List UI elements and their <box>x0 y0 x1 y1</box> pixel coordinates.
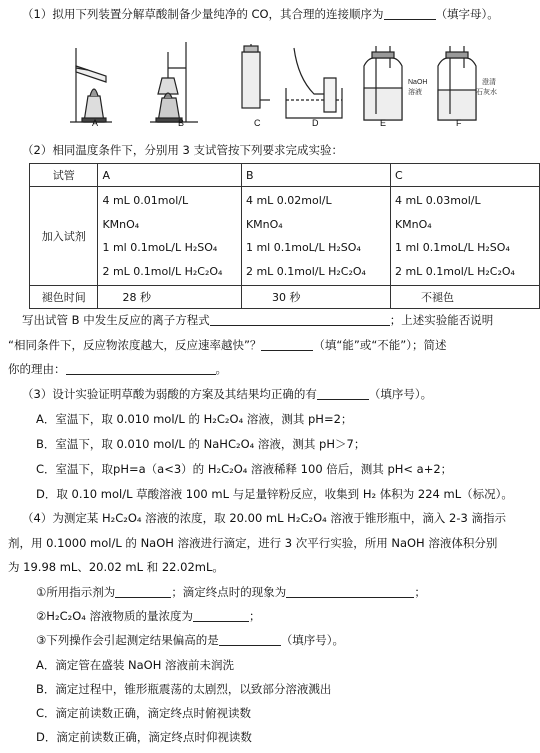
apparatus-label-e: E <box>380 118 387 128</box>
apparatus-b <box>150 42 198 122</box>
reagent-line: 1 ml 0.1moL/L H₂SO₄ <box>102 241 218 254</box>
table-row <box>30 286 540 309</box>
q3-option-b: B．室温下，取 0.010 mol/L 的 NaHC₂O₄ 溶液，测其 pH＞7； <box>36 437 366 451</box>
concentration-blank[interactable] <box>193 609 249 622</box>
q1-suffix: （填字母）。 <box>435 7 499 21</box>
q4-option-c: C．滴定前读数正确，滴定终点时俯视读数 <box>36 706 252 720</box>
apparatus-label-c: C <box>254 118 261 128</box>
q1-answer-blank[interactable] <box>384 7 436 20</box>
q2-line3 <box>8 361 227 377</box>
q4-line2: 剂，用 0.1000 mol/L 的 NaOH 溶液进行滴定，进行 3 次平行实验，所用 NaOH 溶液体积分别 <box>8 536 498 550</box>
q4-sub2-suffix: ； <box>249 609 261 623</box>
q3-answer-blank[interactable] <box>317 387 369 400</box>
q2-line2 <box>8 337 447 353</box>
q2-reason-blank[interactable] <box>66 362 216 375</box>
reagent-line: 2 mL 0.1mol/L H₂C₂O₄ <box>245 264 366 278</box>
q2-line3-suffix: 。 <box>215 362 227 376</box>
q4-option-b: B．滴定过程中，锥形瓶震荡的太剧烈，以致部分溶液溅出 <box>36 682 332 696</box>
apparatus-label-b: B <box>178 118 185 128</box>
q4-sub1 <box>36 584 426 600</box>
apparatus-c <box>242 44 270 108</box>
apparatus-f <box>438 46 476 120</box>
q1-stem <box>22 6 499 22</box>
reagent-row-label: 加入试剂 <box>30 187 98 286</box>
q4-option-d: D．滴定前读数正确，滴定终点时仰视读数 <box>36 730 252 744</box>
reagent-line: 4 mL 0.03mol/L <box>394 194 481 207</box>
apparatus-e <box>364 46 402 120</box>
q4-sub2-text: ②H₂C₂O₄ 溶液物质的量浓度为 <box>36 609 194 623</box>
time-cell-c: 不褪色 <box>390 286 539 309</box>
experiment-table <box>29 163 540 309</box>
apparatus-a <box>70 48 112 122</box>
q4-line1: （4）为测定某 H₂C₂O₄ 溶液的浓度，取 20.00 mL H₂C₂O₄ 溶液于锥形瓶中，滴入 2-3 滴指示 <box>22 511 506 525</box>
q3-option-c: C．室温下，取pH=a（a<3）的 H₂C₂O₄ 溶液稀释 100 倍后，测其 pH< a+2； <box>36 462 453 476</box>
q2-line1-suffix: ；上述实验能否说明 <box>389 313 494 327</box>
q1-text: （1）拟用下列装置分解草酸制备少量纯净的 CO，其合理的连接顺序为 <box>22 7 384 21</box>
time-cell-b: 30 秒 <box>241 286 390 309</box>
q2-line1-text: 写出试管 B 中发生反应的离子方程式 <box>22 313 210 327</box>
reagent-line: KMnO₄ <box>245 217 283 231</box>
reagent-cell-c <box>390 187 539 286</box>
reagent-line: 2 mL 0.1mol/L H₂C₂O₄ <box>102 264 223 278</box>
q4-option-a: A．滴定管在盛装 NaOH 溶液前未润洗 <box>36 658 235 672</box>
bottle-e-label-2: 溶液 <box>408 89 422 96</box>
q2-line3-text: 你的理由： <box>8 362 66 376</box>
table-header-cell: A <box>98 164 242 187</box>
reagent-line: KMnO₄ <box>394 217 432 231</box>
q3-option-a: A．室温下，取 0.010 mol/L 的 H₂C₂O₄ 溶液，测其 pH=2； <box>36 412 353 426</box>
apparatus-label-d: D <box>312 118 319 128</box>
reagent-line: 4 mL 0.02mol/L <box>245 194 332 207</box>
apparatus-figure <box>62 38 497 130</box>
q2-line2-text: “相同条件下，反应物浓度越大，反应速率越快”？ <box>8 338 262 352</box>
time-cell-a: 28 秒 <box>98 286 242 309</box>
time-row-label: 褪色时间 <box>30 286 98 309</box>
table-header-cell: C <box>390 164 539 187</box>
error-choice-blank[interactable] <box>219 633 281 646</box>
reagent-line: KMnO₄ <box>102 217 140 231</box>
reagent-cell-a <box>98 187 242 286</box>
q2-line2-suffix: （填“能”或“不能”）；简述 <box>313 338 447 352</box>
q2-yes-no-blank[interactable] <box>261 338 313 351</box>
bottle-f-label-2: 石灰水 <box>476 89 497 96</box>
apparatus-d <box>286 48 342 118</box>
q4-sub1-suffix: ； <box>414 585 426 599</box>
q4-line3: 为 19.98 mL、20.02 mL 和 22.02mL。 <box>8 560 224 574</box>
reagent-cell-b <box>241 187 390 286</box>
q3-stem-text: （3）设计实验证明草酸为弱酸的方案及其结果均正确的有 <box>22 387 317 401</box>
q3-option-d: D．取 0.10 mol/L 草酸溶液 100 mL 与足量锌粉反应，收集到 H₂ 体积为 224 mL（标况）。 <box>36 487 513 501</box>
table-row <box>30 187 540 286</box>
q3-stem <box>22 386 432 402</box>
reagent-line: 4 mL 0.01mol/L <box>102 194 189 207</box>
bottle-e-label-1: NaOH <box>408 79 428 86</box>
q4-sub3-suffix: （填序号）。 <box>280 633 345 647</box>
reagent-line: 1 ml 0.1moL/L H₂SO₄ <box>245 241 361 254</box>
q2-intro: （2）相同温度条件下，分别用 3 支试管按下列要求完成实验： <box>22 143 343 157</box>
q3-stem-suffix: （填序号）。 <box>368 387 433 401</box>
table-header-cell: B <box>241 164 390 187</box>
q2-line1 <box>22 312 493 328</box>
reagent-line: 2 mL 0.1mol/L H₂C₂O₄ <box>394 264 515 278</box>
q4-sub3-text: ③下列操作会引起测定结果偏高的是 <box>36 633 219 647</box>
table-header-row <box>30 164 540 187</box>
q4-sub1-mid: ；滴定终点时的现象为 <box>171 585 287 599</box>
endpoint-phenomenon-blank[interactable] <box>286 585 414 598</box>
q4-sub2 <box>36 608 261 624</box>
reagent-line: 1 ml 0.1moL/L H₂SO₄ <box>394 241 510 254</box>
q4-sub1-text: ①所用指示剂为 <box>36 585 116 599</box>
indicator-blank[interactable] <box>115 585 171 598</box>
apparatus-label-f: F <box>456 118 462 128</box>
table-header-cell: 试管 <box>30 164 98 187</box>
q2-equation-blank[interactable] <box>210 313 390 326</box>
q4-sub3 <box>36 632 344 648</box>
bottle-f-label-1: 澄清 <box>482 79 496 86</box>
apparatus-label-a: A <box>92 118 99 128</box>
